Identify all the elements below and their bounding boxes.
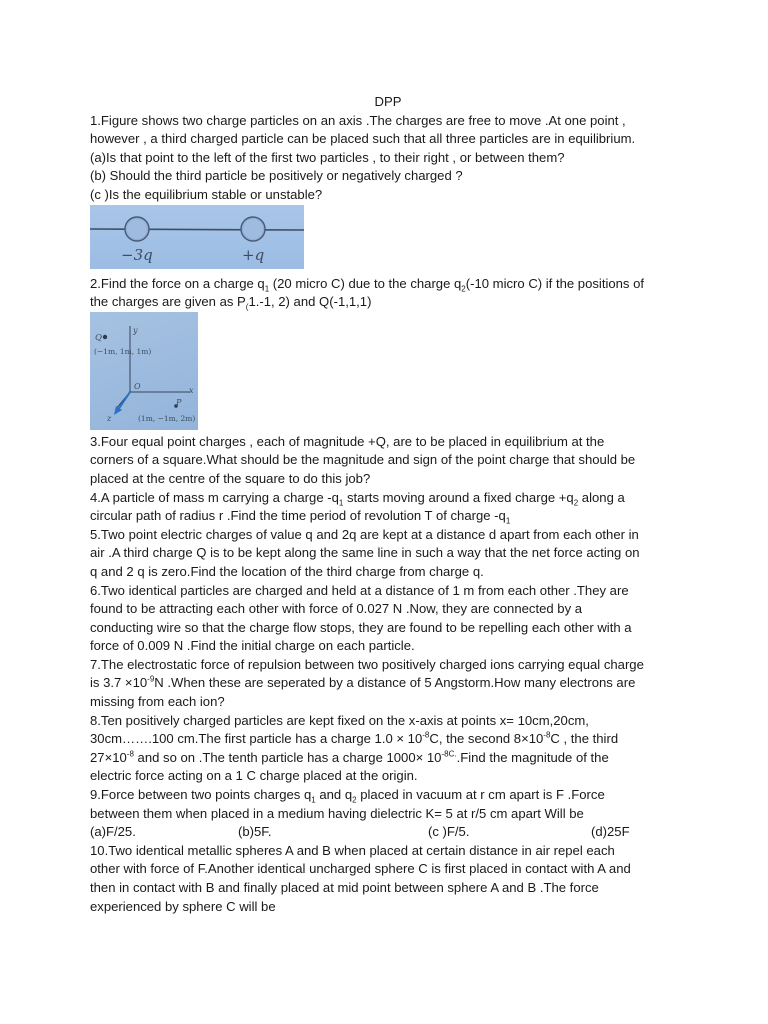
subscript: ( <box>245 302 249 312</box>
q7-line-1: 7.The electrostatic force of repulsion between two positively charged ions carrying equal charge <box>90 656 644 672</box>
subscript: 1 <box>338 498 344 508</box>
superscript: -8C. <box>441 749 457 759</box>
q8-line-2 <box>90 730 680 749</box>
z-axis-label: z <box>107 413 112 423</box>
question-1 <box>90 112 680 269</box>
q1-line: 1.Figure shows two charge particles on an axis .The charges are free to move .At one point , <box>90 112 626 128</box>
q9-line-2: between them when placed in a medium having dielectric K= 5 at r/5 cm apart Will be <box>90 805 584 821</box>
q7-line-2 <box>90 674 680 693</box>
q8-text: C , the third <box>550 731 619 747</box>
charge-sphere-left-highlight <box>127 219 147 239</box>
option-d: (d)25F <box>591 824 630 840</box>
origin-label: O <box>134 381 141 391</box>
q6-line: 6.Two identical particles are charged and held at a distance of 1 m from each other .They are <box>90 582 629 598</box>
q3-line: placed at the centre of the square to do this job? <box>90 470 371 486</box>
q8-line-3 <box>90 749 680 768</box>
q2-text: 2.Find the force on a charge q <box>90 275 265 291</box>
superscript: -8 <box>126 749 134 759</box>
q5-line: q and 2 q is zero.Find the location of the third charge from charge q. <box>90 563 484 579</box>
point-q-coordinates: (−1m, 1m, 1m) <box>94 346 152 356</box>
q8-text: .Find the magnitude of the <box>456 749 609 765</box>
subscript: 1 <box>505 516 511 526</box>
q8-text: C, the second 8×10 <box>429 731 544 747</box>
option-a: (a)F/25. <box>90 824 136 840</box>
force-arrow <box>118 392 130 410</box>
q5-line: air .A third charge Q is to be kept along the same line in such a way that the net force acting on <box>90 545 640 561</box>
q1-line: (c )Is the equilibrium stable or unstable? <box>90 186 323 202</box>
q9-line-1 <box>90 786 680 805</box>
q10-line: other with force of F.Another identical uncharged sphere C is first placed in contact with A and <box>90 861 631 877</box>
q4-line-2 <box>90 507 680 526</box>
q2-line-2 <box>90 293 680 312</box>
q8-line-1: 8.Ten positively charged particles are kept fixed on the x-axis at points x= 10cm,20cm, <box>90 712 589 728</box>
question-9 <box>90 786 680 842</box>
question-10 <box>90 842 680 916</box>
y-axis-label: y <box>133 325 138 335</box>
point-q-label: Q <box>95 332 102 343</box>
question-5 <box>90 526 680 582</box>
q9-text: placed in vacuum at r cm apart is F .Force <box>356 787 605 803</box>
q8-text: 30cm…….100 cm.The first particle has a charge 1.0 × 10 <box>90 731 423 747</box>
q2-line-1 <box>90 275 680 294</box>
q10-line: then in contact with B and finally placed at mid point between sphere A and B .The force <box>90 880 599 895</box>
q8-text: and so on .The tenth particle has a charge 1000× 10 <box>133 749 442 765</box>
q7-text: N .When these are seperated by a distance of 5 Angstorm.How many electrons are <box>154 675 636 691</box>
point-p-label: P <box>176 397 182 407</box>
q1-line: (b) Should the third particle be positively or negatively charged ? <box>90 168 463 184</box>
subscript: 2 <box>461 284 466 294</box>
charge-right-label: +q <box>242 245 265 264</box>
x-axis-label: x <box>189 385 194 395</box>
q2-text: 1.-1, 2) and Q(-1,1,1) <box>248 294 372 310</box>
question-6 <box>90 582 680 656</box>
charge-left-label: −3q <box>121 245 153 264</box>
figure-coordinate-axes <box>90 312 198 430</box>
q6-line: found to be attracting each other with force of 0.027 N .Now, they are connected by a <box>90 601 583 617</box>
q8-text: 27×10 <box>90 749 127 765</box>
question-3 <box>90 433 680 489</box>
figure-two-charges <box>90 205 304 269</box>
q3-line: 3.Four equal point charges , each of magnitude +Q, are to be placed in equilibrium at the <box>90 433 605 449</box>
charge-sphere-right-highlight <box>243 219 263 239</box>
subscript: 1 <box>311 795 316 805</box>
superscript: -8 <box>422 730 430 740</box>
option-c: (c )F/5. <box>428 824 470 840</box>
subscript: 1 <box>264 284 270 294</box>
q3-line: corners of a square.What should be the magnitude and sign of the point charge that should be <box>90 452 636 468</box>
q9-options <box>90 823 680 842</box>
q4-text: 4.A particle of mass m carrying a charge -q <box>90 489 339 505</box>
q4-text: circular path of radius r .Find the time period of revolution T of charge -q <box>90 508 506 524</box>
option-b: (b)5F. <box>238 824 272 840</box>
q7-line-3: missing from each ion? <box>90 694 225 710</box>
q1-line: (a)Is that point to the left of the first two particles , to their right , or between them? <box>90 149 565 165</box>
q8-line-4: electric force acting on a 1 C charge placed at the origin. <box>90 768 418 784</box>
superscript: -8 <box>543 730 551 740</box>
subscript: 2 <box>352 795 357 805</box>
question-2 <box>90 275 680 430</box>
q4-text: starts moving around a fixed charge +q <box>343 489 574 505</box>
q1-line: however , a third charged particle can be placed such that all three particles are in equilibrium. <box>90 131 636 147</box>
question-4 <box>90 489 680 526</box>
document-content <box>90 93 680 916</box>
point-p-coordinates: (1m, −1m, 2m) <box>138 413 196 423</box>
superscript: -9 <box>147 675 155 685</box>
subscript: 2 <box>573 498 579 508</box>
page-title: DPP <box>374 94 402 109</box>
question-7 <box>90 656 680 712</box>
q6-line: conducting wire so that the charge flow stops, they are found to be repelling each other with a <box>90 619 632 635</box>
q7-text: is 3.7 ×10 <box>90 675 148 691</box>
q5-line: 5.Two point electric charges of value q and 2q are kept at a distance d apart from each other in <box>90 526 639 542</box>
q9-text: 9.Force between two points charges q <box>90 787 312 803</box>
q6-line: force of 0.009 N .Find the initial charge on each particle. <box>90 638 415 654</box>
q10-line: 10.Two identical metallic spheres A and B when placed at certain distance in air repel each <box>90 842 615 858</box>
question-8 <box>90 712 680 786</box>
q2-text: (-10 micro C) if the positions of <box>465 275 645 291</box>
q4-text: along a <box>578 489 625 505</box>
q2-text: (20 micro C) due to the charge q <box>269 275 462 291</box>
axis-line <box>90 229 304 230</box>
q10-line: experienced by sphere C will be <box>90 898 276 914</box>
q4-line-1 <box>90 489 680 508</box>
q2-text: the charges are given as P <box>90 294 246 310</box>
point-q <box>103 335 107 339</box>
q9-text: and q <box>315 787 353 803</box>
